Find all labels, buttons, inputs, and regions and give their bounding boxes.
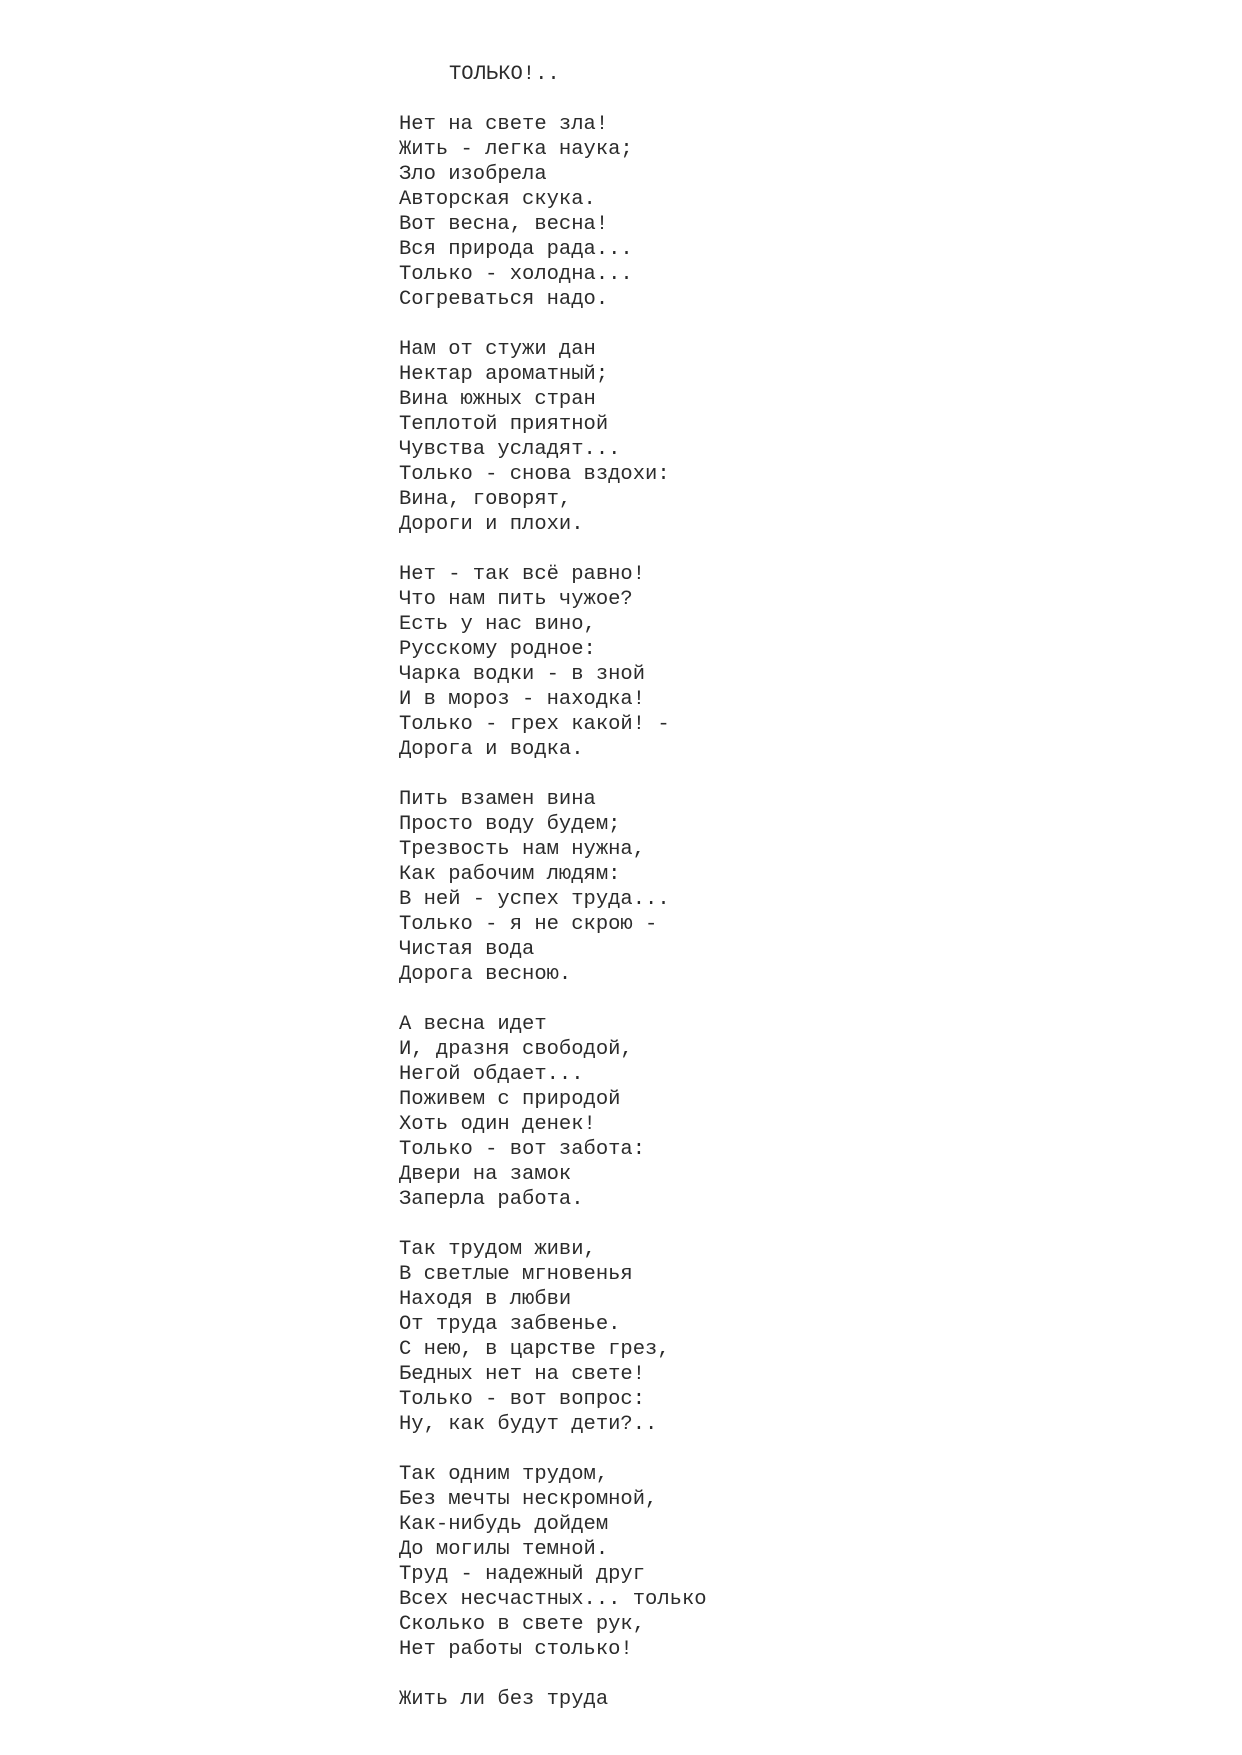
poem-line: Есть у нас вино, <box>399 613 596 636</box>
poem <box>399 62 707 1712</box>
poem-line: Дорога весною. <box>399 963 572 986</box>
stanza <box>399 1687 707 1712</box>
poem-line: Хоть один денек! <box>399 1113 596 1136</box>
poem-line: Заперла работа. <box>399 1188 584 1211</box>
poem-line: Как-нибудь дойдем <box>399 1513 609 1536</box>
poem-line: Дороги и плохи. <box>399 513 584 536</box>
poem-line: Просто воду будем; <box>399 813 621 836</box>
poem-line: Нектар ароматный; <box>399 363 609 386</box>
poem-line: Так трудом живи, <box>399 1238 596 1261</box>
poem-line: В светлые мгновенья <box>399 1263 633 1286</box>
poem-line: Так одним трудом, <box>399 1463 609 1486</box>
poem-line: Что нам пить чужое? <box>399 588 633 611</box>
poem-line: Сколько в свете рук, <box>399 1613 646 1636</box>
stanza <box>399 337 707 537</box>
poem-line: Нет - так всё равно! <box>399 563 646 586</box>
poem-line: Согреваться надо. <box>399 288 609 311</box>
poem-line: Бедных нет на свете! <box>399 1363 646 1386</box>
poem-line: Вина, говорят, <box>399 488 572 511</box>
poem-line: Авторская скука. <box>399 188 596 211</box>
poem-line: Поживем с природой <box>399 1088 621 1111</box>
poem-line: И, дразня свободой, <box>399 1038 633 1061</box>
stanza <box>399 1462 707 1662</box>
poem-line: Труд - надежный друг <box>399 1563 646 1586</box>
poem-line: Нет на свете зла! <box>399 113 609 136</box>
poem-line: Только - грех какой! - <box>399 713 670 736</box>
poem-line: И в мороз - находка! <box>399 688 646 711</box>
poem-line: Только - вот вопрос: <box>399 1388 646 1411</box>
poem-line: Жить - легка наука; <box>399 138 633 161</box>
poem-line: Теплотой приятной <box>399 413 609 436</box>
poem-title: ТОЛЬКО!.. <box>449 63 560 86</box>
poem-line: Вся природа рада... <box>399 238 633 261</box>
poem-line: Ну, как будут дети?.. <box>399 1413 658 1436</box>
poem-line: Без мечты нескромной, <box>399 1488 658 1511</box>
poem-line: Дорога и водка. <box>399 738 584 761</box>
poem-line: Только - я не скрою - <box>399 913 658 936</box>
poem-line: Только - вот забота: <box>399 1138 646 1161</box>
poem-line: Трезвость нам нужна, <box>399 838 646 861</box>
poem-line: С нею, в царстве грез, <box>399 1338 670 1361</box>
poem-line: Зло изобрела <box>399 163 547 186</box>
poem-body <box>399 112 707 1712</box>
stanza <box>399 112 707 312</box>
stanza <box>399 787 707 987</box>
poem-line: Вина южных стран <box>399 388 596 411</box>
poem-line: Находя в любви <box>399 1288 572 1311</box>
poem-line: Всех несчастных... только <box>399 1588 707 1611</box>
poem-line: Двери на замок <box>399 1163 572 1186</box>
poem-line: Как рабочим людям: <box>399 863 621 886</box>
poem-line: Негой обдает... <box>399 1063 584 1086</box>
poem-line: В ней - успех труда... <box>399 888 670 911</box>
poem-line: Русскому родное: <box>399 638 596 661</box>
poem-line: От труда забвенье. <box>399 1313 621 1336</box>
poem-line: Жить ли без труда <box>399 1688 609 1711</box>
stanza <box>399 1012 707 1212</box>
poem-line: Нет работы столько! <box>399 1638 633 1661</box>
poem-line: Пить взамен вина <box>399 788 596 811</box>
poem-line: Вот весна, весна! <box>399 213 609 236</box>
poem-line: Чистая вода <box>399 938 535 961</box>
stanza <box>399 562 707 762</box>
poem-line: Только - снова вздохи: <box>399 463 670 486</box>
poem-line: Чарка водки - в зной <box>399 663 646 686</box>
poem-line: Только - холодна... <box>399 263 633 286</box>
poem-line: Нам от стужи дан <box>399 338 596 361</box>
poem-line: Чувства усладят... <box>399 438 621 461</box>
poem-line: До могилы темной. <box>399 1538 609 1561</box>
poem-line: А весна идет <box>399 1013 547 1036</box>
stanza <box>399 1237 707 1437</box>
